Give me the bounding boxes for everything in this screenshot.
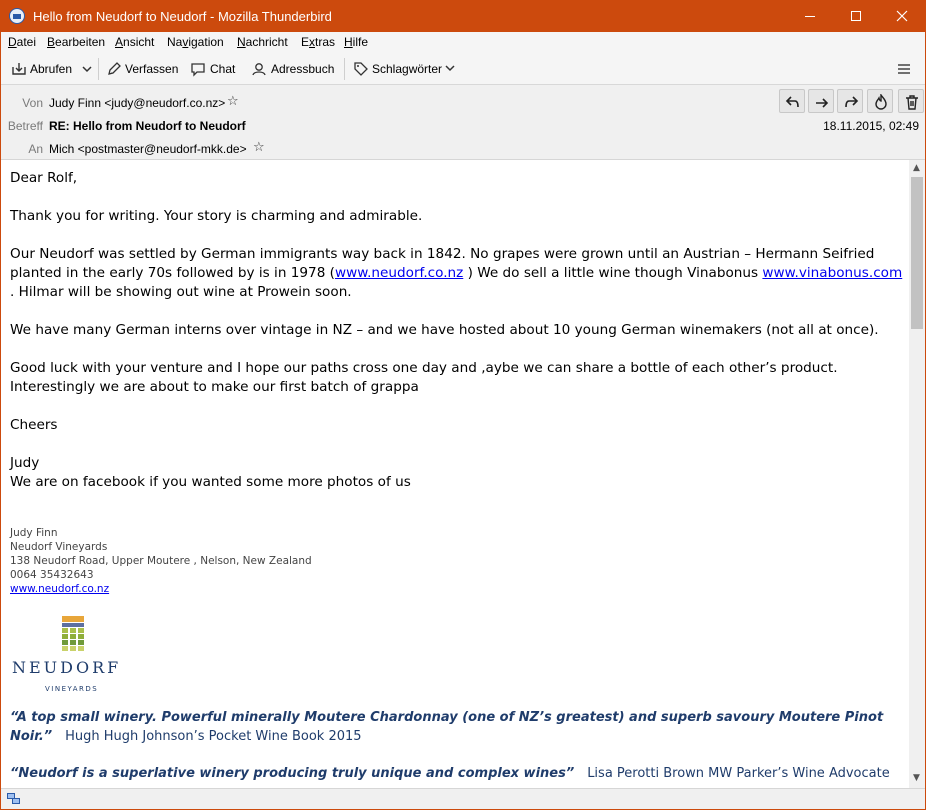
- message-header: [1, 86, 925, 160]
- from-value[interactable]: Judy Finn <judy@neudorf.co.nz>: [49, 96, 226, 110]
- paragraph: Our Neudorf was settled by German immigrants way back in 1842. No grapes were grown until an Austrian – Hermann Seifried planted in the early 70s followed by is in 1978 (www.neudorf.co.nz ) We do sell a little wine though Vinabonus www.vinabonus.com . Hilmar will be showing out wine at Prowein soon.: [10, 246, 903, 300]
- minimize-button[interactable]: [787, 1, 833, 32]
- reply-icon: [785, 94, 801, 110]
- message-content: [10, 169, 904, 783]
- hamburger-menu-icon: [897, 61, 911, 77]
- greeting: Dear Rolf,: [10, 170, 78, 186]
- tags-button[interactable]: [353, 59, 459, 79]
- logo-grid-icon: [62, 616, 84, 652]
- trash-icon: [904, 94, 920, 110]
- quote-source: Lisa Perotti Brown MW Parker’s Wine Advocate: [587, 766, 890, 781]
- scroll-down-icon[interactable]: ▼: [913, 773, 920, 783]
- menu-bearbeiten[interactable]: Bearbeiten: [47, 35, 106, 49]
- chat-button[interactable]: [190, 59, 238, 79]
- paragraph: We have many German interns over vintage in NZ – and we have hosted about 10 young German winemakers (not all at once).: [10, 322, 879, 338]
- message-body[interactable]: [1, 160, 909, 788]
- app-menu-button[interactable]: [897, 59, 913, 79]
- quote-text: “A top small winery. Powerful minerally Moutere Chardonnay (one of NZ’s greatest) and superb savoury Moutere Pinot Noir.”: [10, 710, 884, 744]
- toolbar-divider: [344, 58, 345, 80]
- facebook-note: We are on facebook if you wanted some more photos of us: [10, 474, 411, 490]
- logo-wordmark: NEUDORF: [12, 658, 122, 677]
- sender-name: Judy: [10, 455, 40, 471]
- chat-label: Chat: [210, 62, 236, 76]
- addressbook-label: Adressbuch: [271, 62, 335, 76]
- chevron-down-icon: [81, 61, 93, 77]
- sig-phone: 0064 35432643: [10, 569, 94, 581]
- menu-nachricht[interactable]: Nachricht: [237, 35, 288, 49]
- quote: [10, 764, 904, 783]
- fetch-button[interactable]: [11, 59, 77, 79]
- pencil-icon: [106, 61, 122, 77]
- close-icon: [896, 10, 908, 22]
- tags-label: Schlagwörter: [372, 62, 443, 76]
- sig-address: 138 Neudorf Road, Upper Moutere , Nelson, New Zealand: [10, 555, 312, 567]
- scroll-up-icon[interactable]: ▲: [913, 163, 920, 173]
- compose-label: Verfassen: [125, 62, 179, 76]
- neudorf-logo: [10, 614, 140, 694]
- paragraph: Good luck with your venture and I hope our paths cross one day and ,aybe we can share a bottle of each other’s product. Interestingly we are about to make our first batch of grappa: [10, 360, 838, 395]
- chat-bubble-icon: [190, 61, 206, 77]
- paragraph: Thank you for writing. Your story is charming and admirable.: [10, 208, 423, 224]
- online-status-icon[interactable]: [7, 793, 21, 805]
- toolbar-divider: [98, 58, 99, 80]
- vertical-scrollbar[interactable]: [909, 160, 925, 788]
- fetch-dropdown[interactable]: [81, 59, 95, 79]
- menu-bar: [1, 32, 925, 53]
- forward-button[interactable]: [808, 89, 834, 113]
- status-bar: [1, 788, 925, 809]
- sig-company: Neudorf Vineyards: [10, 541, 108, 553]
- logo-subtitle: VINEYARDS: [45, 685, 99, 693]
- neudorf-link[interactable]: www.neudorf.co.nz: [334, 265, 464, 281]
- scroll-thumb[interactable]: [911, 177, 923, 329]
- flame-icon: [873, 94, 889, 110]
- redirect-icon: [843, 94, 859, 110]
- redirect-button[interactable]: [837, 89, 863, 113]
- to-value[interactable]: Mich <postmaster@neudorf-mkk.de>: [49, 142, 247, 156]
- menu-navigation[interactable]: Navigation: [167, 35, 224, 49]
- sig-link[interactable]: www.neudorf.co.nz: [10, 583, 110, 595]
- forward-icon: [814, 94, 830, 110]
- menu-ansicht[interactable]: Ansicht: [115, 35, 155, 49]
- vinabonus-link[interactable]: www.vinabonus.com: [762, 265, 903, 281]
- chevron-down-icon: [445, 63, 455, 73]
- star-icon[interactable]: ☆: [253, 140, 265, 155]
- quote-text: “Neudorf is a superlative winery producing truly unique and complex wines”: [10, 766, 575, 781]
- thunderbird-app-icon: [9, 8, 25, 24]
- download-icon: [11, 61, 27, 77]
- window-title: Hello from Neudorf to Neudorf - Mozilla Thunderbird: [33, 9, 332, 24]
- quote: [10, 708, 904, 746]
- minimize-icon: [805, 16, 815, 17]
- junk-button[interactable]: [867, 89, 893, 113]
- subject-value: RE: Hello from Neudorf to Neudorf: [49, 119, 246, 133]
- tag-icon: [353, 61, 369, 77]
- from-label: Von: [22, 96, 43, 110]
- menu-datei[interactable]: Datei: [8, 35, 37, 49]
- maximize-button[interactable]: [833, 1, 879, 32]
- maximize-icon: [851, 11, 861, 21]
- subject-label: Betreff: [7, 119, 43, 133]
- star-icon[interactable]: ☆: [227, 94, 239, 109]
- main-toolbar: [1, 53, 925, 85]
- delete-button[interactable]: [898, 89, 924, 113]
- to-label: An: [28, 142, 43, 156]
- menu-hilfe[interactable]: Hilfe: [344, 35, 369, 49]
- title-bar: [1, 1, 925, 32]
- sig-name: Judy Finn: [10, 527, 58, 539]
- closing: Cheers: [10, 417, 58, 433]
- quote-source: Hugh Hugh Johnson’s Pocket Wine Book 2015: [65, 729, 362, 744]
- signature: [10, 526, 904, 596]
- addressbook-button[interactable]: [251, 59, 337, 79]
- compose-button[interactable]: [106, 59, 178, 79]
- close-button[interactable]: [879, 1, 925, 32]
- contacts-icon: [251, 61, 267, 77]
- menu-extras[interactable]: Extras: [301, 35, 336, 49]
- fetch-label: Abrufen: [30, 62, 73, 76]
- reply-button[interactable]: [779, 89, 805, 113]
- message-date: 18.11.2015, 02:49: [823, 119, 919, 133]
